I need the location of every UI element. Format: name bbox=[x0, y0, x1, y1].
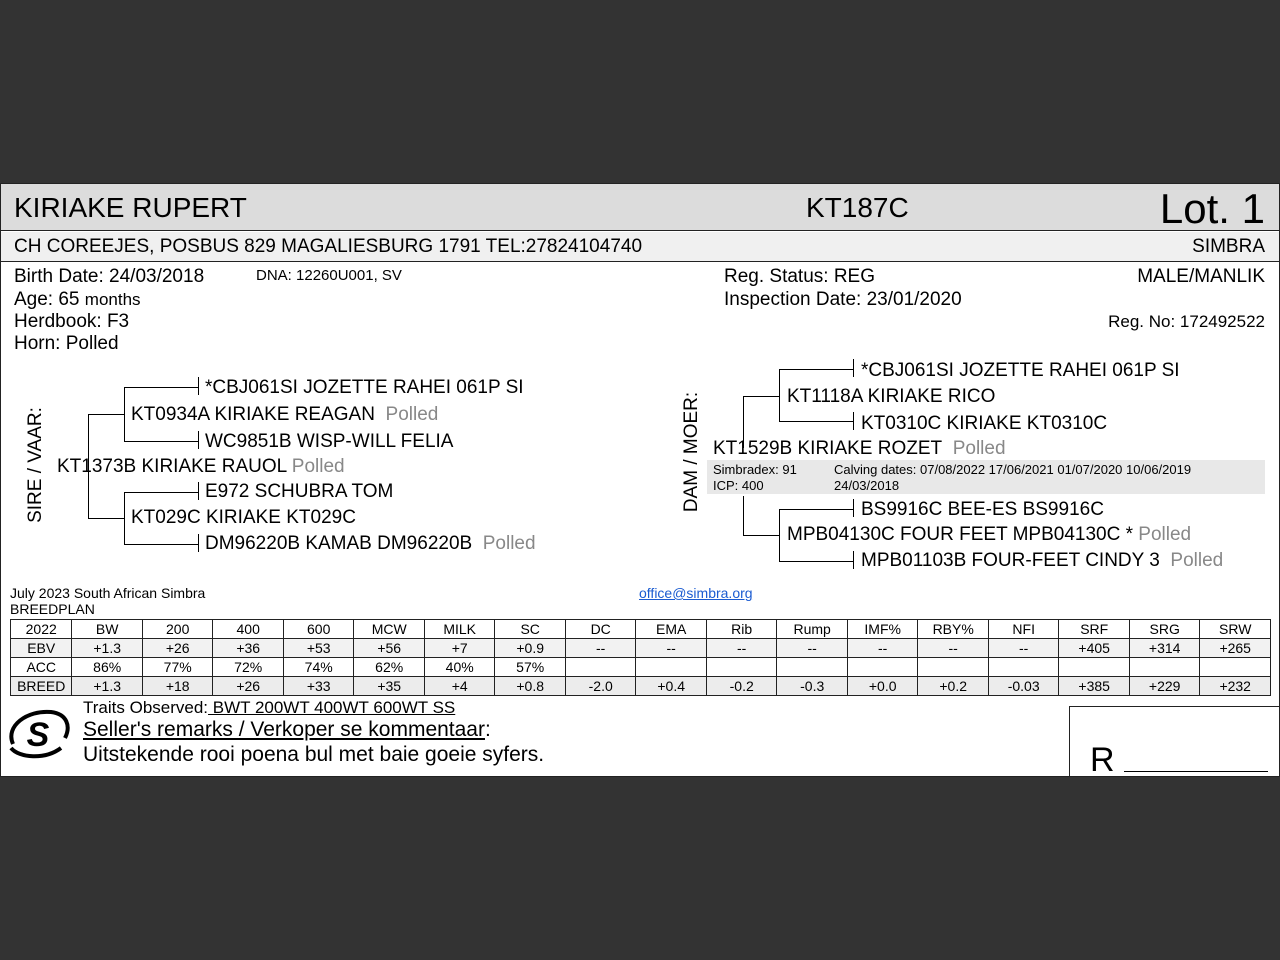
source-note: July 2023 South African Simbra bbox=[10, 585, 206, 601]
breed-name: SIMBRA bbox=[1192, 236, 1265, 257]
ebv-header-cell: RBY% bbox=[918, 620, 989, 639]
ebv-header-cell: DC bbox=[565, 620, 636, 639]
ebv-cell bbox=[636, 658, 707, 677]
birth-date: Birth Date: 24/03/2018 bbox=[14, 266, 205, 287]
pedigree-line bbox=[779, 421, 853, 422]
ebv-cell: -2.0 bbox=[565, 677, 636, 696]
lot-number: Lot. 1 bbox=[1159, 185, 1265, 232]
ebv-header-cell: SRG bbox=[1129, 620, 1200, 639]
calving-dates: Calving dates: 07/08/2022 17/06/2021 01/07/2020 10/06/2019 bbox=[834, 462, 1192, 477]
pedigree-line bbox=[198, 482, 199, 500]
ebv-table bbox=[10, 619, 1271, 696]
ebv-header-cell: IMF% bbox=[847, 620, 918, 639]
dam-sire: KT1118A KIRIAKE RICO bbox=[787, 386, 996, 407]
ebv-cell: +314 bbox=[1129, 639, 1200, 658]
ebv-cell: +26 bbox=[142, 639, 213, 658]
ebv-cell: +0.4 bbox=[636, 677, 707, 696]
ebv-cell: +4 bbox=[424, 677, 495, 696]
ebv-cell: +26 bbox=[213, 677, 284, 696]
traits-observed: Traits Observed: BWT 200WT 400WT 600WT SS bbox=[83, 698, 456, 717]
ebv-cell: +265 bbox=[1200, 639, 1271, 658]
dam-sire-dam: KT0310C KIRIAKE KT0310C bbox=[861, 413, 1108, 434]
ebv-cell: 40% bbox=[424, 658, 495, 677]
ebv-cell: -0.3 bbox=[777, 677, 848, 696]
breedplan-label: BREEDPLAN bbox=[10, 601, 95, 617]
ebv-row bbox=[11, 677, 1271, 696]
reg-number: Reg. No: 172492522 bbox=[1108, 312, 1265, 331]
pedigree-line bbox=[124, 441, 198, 442]
ebv-cell: +0.2 bbox=[918, 677, 989, 696]
ebv-cell: -- bbox=[988, 639, 1059, 658]
sire: KT1373B KIRIAKE RAUOL Polled bbox=[57, 456, 345, 477]
ebv-cell: +1.3 bbox=[72, 639, 143, 658]
sire-sire-sire: *CBJ061SI JOZETTE RAHEI 061P SI bbox=[205, 377, 524, 398]
simbradex: Simbradex: 91 bbox=[713, 462, 797, 477]
pedigree-line bbox=[779, 561, 853, 562]
dna-info: DNA: 12260U001, SV bbox=[256, 267, 402, 284]
ebv-header-cell: MCW bbox=[354, 620, 425, 639]
owner-bar bbox=[1, 232, 1279, 262]
result-label: R bbox=[1090, 741, 1115, 777]
ebv-header-cell: EMA bbox=[636, 620, 707, 639]
pedigree-line bbox=[124, 387, 125, 441]
ebv-cell: -0.2 bbox=[706, 677, 777, 696]
ebv-header-cell: Rib bbox=[706, 620, 777, 639]
pedigree-line bbox=[779, 509, 780, 561]
ebv-cell: +385 bbox=[1059, 677, 1130, 696]
ebv-row bbox=[11, 639, 1271, 658]
sire-dam-sire: E972 SCHUBRA TOM bbox=[205, 481, 394, 502]
ebv-cell bbox=[1129, 658, 1200, 677]
ebv-cell bbox=[777, 658, 848, 677]
ebv-cell: +33 bbox=[283, 677, 354, 696]
result-box[interactable] bbox=[1069, 706, 1280, 777]
pedigree-line bbox=[779, 369, 780, 421]
ebv-cell: ACC bbox=[11, 658, 72, 677]
pedigree-line bbox=[779, 509, 853, 510]
sire-label: SIRE / VAAR: bbox=[25, 407, 46, 523]
ebv-header-cell: Rump bbox=[777, 620, 848, 639]
sire-sire-dam: WC9851B WISP-WILL FELIA bbox=[205, 431, 454, 452]
ebv-cell: +53 bbox=[283, 639, 354, 658]
age-unit: months bbox=[84, 290, 141, 309]
simbra-s-logo-icon bbox=[5, 704, 71, 762]
email-link[interactable]: office@simbra.org bbox=[639, 585, 753, 601]
herdbook: Herdbook: F3 bbox=[14, 311, 130, 332]
ebv-header-cell: 200 bbox=[142, 620, 213, 639]
dam-dam-dam: MPB01103B FOUR-FEET CINDY 3 Polled bbox=[861, 550, 1224, 571]
age-value: Age: 65 bbox=[14, 289, 80, 310]
dam-label: DAM / MOER: bbox=[681, 391, 702, 513]
dam-dam-sire: BS9916C BEE-ES BS9916C bbox=[861, 499, 1104, 520]
pedigree-line bbox=[124, 544, 198, 545]
sire-sire: KT0934A KIRIAKE REAGAN Polled bbox=[131, 404, 439, 425]
seller-remarks-title: Seller's remarks / Verkoper se kommentaar: bbox=[83, 718, 491, 741]
animal-name: KIRIAKE RUPERT bbox=[14, 192, 247, 223]
pedigree-line bbox=[198, 431, 199, 449]
seller-remarks-text: Uitstekende rooi poena bul met baie goeie syfers. bbox=[83, 743, 545, 766]
ebv-cell: +7 bbox=[424, 639, 495, 658]
sire-dam: KT029C KIRIAKE KT029C bbox=[131, 507, 356, 528]
dam-sire-sire: *CBJ061SI JOZETTE RAHEI 061P SI bbox=[861, 360, 1180, 381]
ebv-header-cell: SC bbox=[495, 620, 566, 639]
ebv-cell: +405 bbox=[1059, 639, 1130, 658]
pedigree-line bbox=[124, 492, 198, 493]
lot-card bbox=[0, 183, 1280, 777]
pedigree-line bbox=[743, 396, 779, 397]
ebv-header-cell: BW bbox=[72, 620, 143, 639]
owner-address: CH COREEJES, POSBUS 829 MAGALIESBURG 1791 TEL:27824104740 bbox=[14, 236, 643, 257]
age bbox=[14, 289, 141, 311]
ebv-cell: 74% bbox=[283, 658, 354, 677]
ebv-cell: +0.9 bbox=[495, 639, 566, 658]
pedigree-line bbox=[853, 359, 854, 377]
dam-dam: MPB04130C FOUR FEET MPB04130C * Polled bbox=[787, 524, 1192, 545]
ebv-cell bbox=[565, 658, 636, 677]
ebv-header-cell: 600 bbox=[283, 620, 354, 639]
ebv-cell: 72% bbox=[213, 658, 284, 677]
icp: ICP: 400 bbox=[713, 478, 764, 493]
lot-header bbox=[1, 184, 1279, 231]
ebv-cell: 62% bbox=[354, 658, 425, 677]
sex: MALE/MANLIK bbox=[1137, 266, 1265, 287]
ebv-header-cell: MILK bbox=[424, 620, 495, 639]
ebv-cell bbox=[918, 658, 989, 677]
ebv-cell bbox=[706, 658, 777, 677]
ebv-cell: +1.3 bbox=[72, 677, 143, 696]
pedigree-line bbox=[198, 534, 199, 552]
ebv-cell: BREED bbox=[11, 677, 72, 696]
pedigree-line bbox=[779, 369, 853, 370]
ebv-cell: +229 bbox=[1129, 677, 1200, 696]
inspection-date: Inspection Date: 23/01/2020 bbox=[724, 289, 962, 310]
pedigree-line bbox=[853, 499, 854, 517]
ebv-cell: +0.0 bbox=[847, 677, 918, 696]
ebv-cell: -- bbox=[777, 639, 848, 658]
ebv-cell: +232 bbox=[1200, 677, 1271, 696]
ebv-cell bbox=[1200, 658, 1271, 677]
reg-status: Reg. Status: REG bbox=[724, 266, 876, 287]
svg-text:S: S bbox=[26, 716, 50, 754]
ebv-header-row bbox=[11, 620, 1271, 639]
ebv-cell: 77% bbox=[142, 658, 213, 677]
ebv-cell: EBV bbox=[11, 639, 72, 658]
animal-code: KT187C bbox=[806, 192, 909, 223]
ebv-cell: +36 bbox=[213, 639, 284, 658]
pedigree-line bbox=[124, 387, 198, 388]
ebv-cell: -- bbox=[706, 639, 777, 658]
dam: KT1529B KIRIAKE ROZET Polled bbox=[713, 438, 1006, 459]
pedigree-line bbox=[853, 551, 854, 569]
ebv-cell: -- bbox=[847, 639, 918, 658]
traits-values: BWT 200WT 400WT 600WT SS bbox=[208, 698, 456, 717]
ebv-header-cell: NFI bbox=[988, 620, 1059, 639]
ebv-cell: +18 bbox=[142, 677, 213, 696]
pedigree-line bbox=[88, 414, 124, 415]
pedigree-line bbox=[198, 377, 199, 395]
ebv-cell: +35 bbox=[354, 677, 425, 696]
pedigree-line bbox=[88, 518, 124, 519]
ebv-cell: -- bbox=[565, 639, 636, 658]
ebv-header-cell: 400 bbox=[213, 620, 284, 639]
ebv-cell: -- bbox=[918, 639, 989, 658]
calving-dates-cont: 24/03/2018 bbox=[834, 478, 900, 493]
ebv-cell: -0.03 bbox=[988, 677, 1059, 696]
ebv-header-cell: SRF bbox=[1059, 620, 1130, 639]
ebv-cell bbox=[1059, 658, 1130, 677]
pedigree-line bbox=[743, 535, 779, 536]
ebv-row bbox=[11, 658, 1271, 677]
horn-status: Horn: Polled bbox=[14, 333, 119, 354]
sire-dam-dam: DM96220B KAMAB DM96220B Polled bbox=[205, 533, 536, 554]
ebv-cell bbox=[988, 658, 1059, 677]
ebv-cell: -- bbox=[636, 639, 707, 658]
ebv-cell bbox=[847, 658, 918, 677]
dam-performance-box bbox=[707, 460, 1265, 494]
pedigree-line bbox=[853, 412, 854, 430]
ebv-cell: +0.8 bbox=[495, 677, 566, 696]
pedigree-line bbox=[743, 496, 744, 535]
pedigree-line bbox=[124, 492, 125, 544]
ebv-header-cell: 2022 bbox=[11, 620, 72, 639]
ebv-cell: 86% bbox=[72, 658, 143, 677]
result-entry-line bbox=[1124, 771, 1268, 772]
ebv-cell: 57% bbox=[495, 658, 566, 677]
ebv-header-cell: SRW bbox=[1200, 620, 1271, 639]
ebv-cell: +56 bbox=[354, 639, 425, 658]
